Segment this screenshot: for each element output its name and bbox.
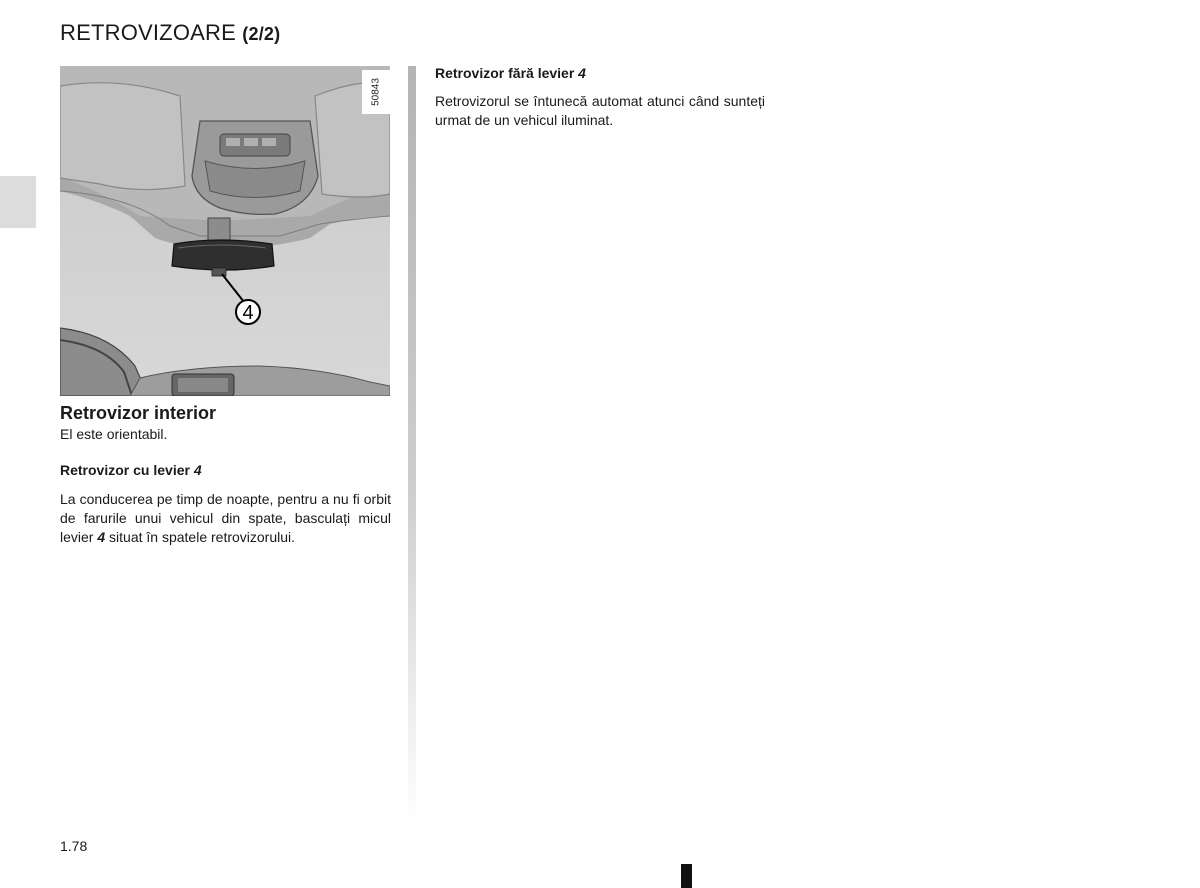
text-adjustable: El este orientabil.	[60, 426, 168, 442]
callout-number: 4	[242, 302, 254, 324]
text-night-driving: La conducerea pe timp de noapte, pentru a nu fi orbit de farurile unui vehicul din spate, basculați micul levier 4 situat în spatele retrovizorului.	[60, 491, 391, 545]
heading-mirror-without-lever: Retrovizor fără levier 4	[435, 65, 586, 81]
heading-interior-mirror: Retrovizor interior	[60, 403, 217, 423]
page-title: RETROVIZOARE (2/2)	[60, 20, 281, 45]
mirror-illustration	[60, 66, 390, 396]
page-number: 1.78	[60, 838, 88, 854]
column-divider	[408, 66, 416, 826]
text-auto-dimming: Retrovizorul se întunecă automat atunci când sunteți urmat de un vehicul iluminat.	[435, 93, 765, 128]
figure-code: 50843	[362, 70, 390, 114]
page-subtitle: (2/2)	[242, 24, 281, 44]
chapter-tab	[0, 176, 36, 228]
page-edge-mark	[681, 864, 692, 888]
heading-mirror-with-lever: Retrovizor cu levier 4	[60, 462, 202, 478]
